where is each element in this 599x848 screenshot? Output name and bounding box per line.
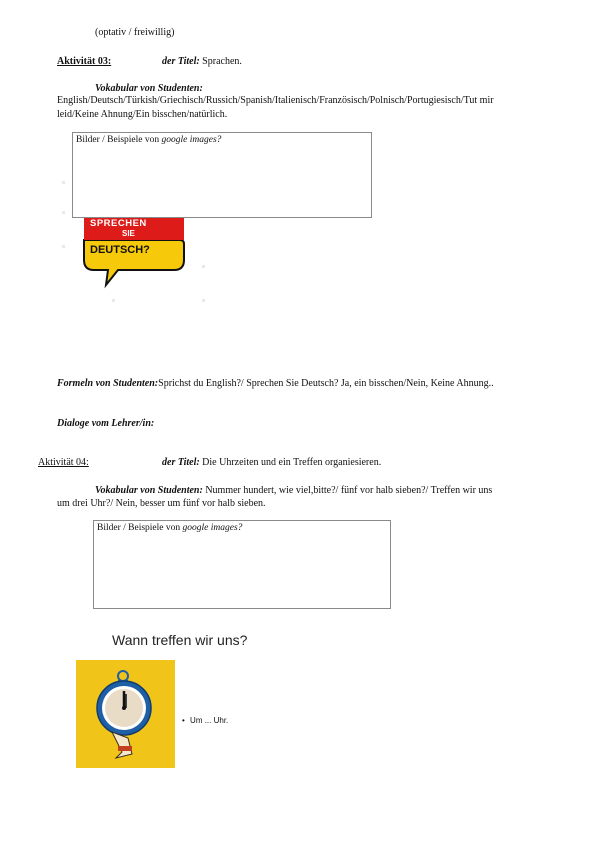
box-label-04: [97, 523, 242, 533]
dialoge-heading: Dialoge vom Lehrer/in:: [57, 418, 155, 429]
title-value: Die Uhrzeiten und ein Treffen organiesieren.: [202, 457, 382, 468]
box-label-italic: google images?: [161, 135, 222, 145]
bullet-dot: •: [182, 716, 185, 725]
clock-feet: [112, 732, 132, 758]
alarm-clock-image: [76, 660, 175, 768]
title-key: der Titel:: [162, 56, 200, 67]
formeln-line: [57, 378, 494, 389]
box-label-03: [76, 135, 221, 145]
optional-note: (optativ / freiwillig): [95, 27, 175, 38]
vocab-line-1: English/Deutsch/Türkish/Griechisch/Russich/Spanish/Italienisch/Französisch/Polnisch/Portugiesisch/Tut mir: [57, 95, 494, 106]
clock-top-ring: [118, 671, 128, 681]
vocab-04-line-1: [95, 485, 492, 496]
activity-04-label: Aktivität 04:: [38, 457, 89, 468]
box-label-text: Bilder / Beispiele von: [76, 135, 160, 145]
vocab-04-line-2: um drei Uhr?/ Nein, besser um fünf vor halb sieben.: [57, 498, 266, 509]
activity-03-label: Aktivität 03:: [57, 56, 112, 67]
title-value: Sprachen.: [202, 56, 242, 67]
formeln-text: Sprichst du English?/ Sprechen Sie Deutsch? Ja, ein bisschen/Nein, Keine Ahnung..: [158, 378, 494, 389]
bullet-item: [182, 716, 228, 725]
box-label-text: Bilder / Beispiele von: [97, 523, 181, 533]
bubble-line-3: DEUTSCH?: [90, 244, 150, 256]
formeln-heading: Formeln von Studenten:: [57, 378, 159, 389]
activity-04-title: [162, 457, 381, 468]
images-box-03: [72, 132, 372, 218]
images-box-04: [93, 520, 391, 609]
vocab-line-2: leid/Keine Ahnung/Ein bisschen/natürlich.: [57, 109, 228, 120]
vocab-04-text: Nummer hundert, wie viel,bitte?/ fünf vor halb sieben?/ Treffen wir uns: [205, 485, 493, 496]
bubble-line-2: SIE: [122, 229, 135, 238]
bullet-text: Um ... Uhr.: [190, 716, 229, 725]
title-key: der Titel:: [162, 457, 200, 468]
bubble-line-1: SPRECHEN: [90, 218, 147, 229]
vocab-heading-04: Vokabular von Studenten:: [95, 485, 203, 496]
vocab-heading-03: Vokabular von Studenten:: [95, 83, 203, 94]
box-label-italic: google images?: [182, 523, 243, 533]
slide-title: Wann treffen wir uns?: [112, 632, 248, 648]
activity-03-title: [162, 56, 242, 67]
